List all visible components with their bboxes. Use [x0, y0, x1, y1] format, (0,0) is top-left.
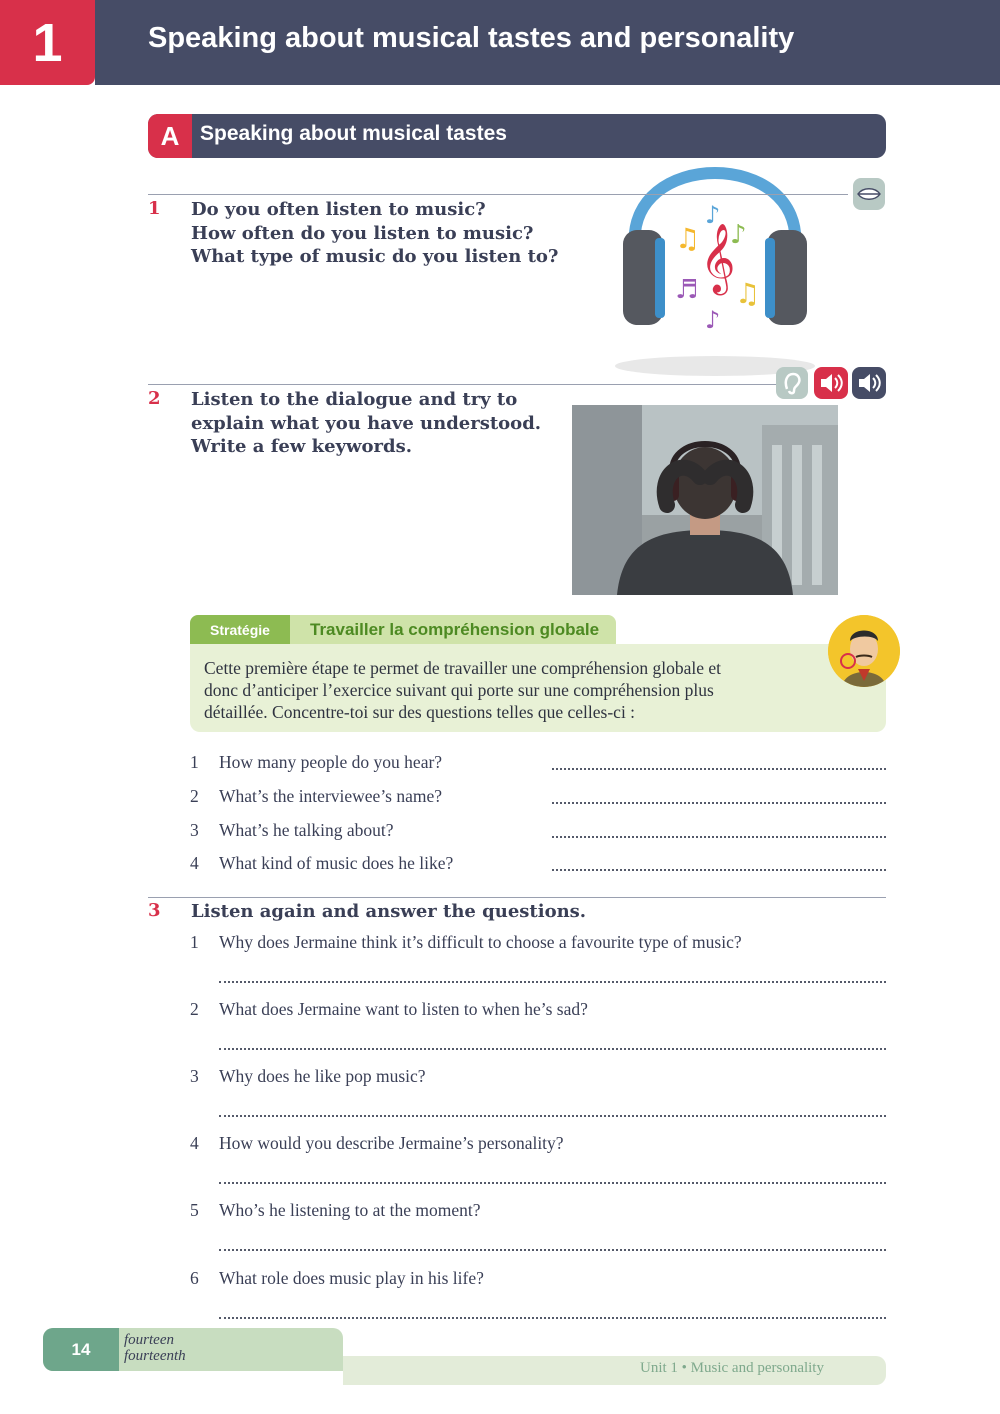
question-number: 3	[190, 820, 199, 840]
svg-text:♪: ♪	[705, 201, 721, 229]
ear-icon	[776, 367, 808, 399]
question-number: 3	[190, 1066, 199, 1086]
question-number: 2	[190, 786, 199, 806]
section-letter: A	[148, 114, 192, 158]
question-text: What does Jermaine want to listen to when he’s sad?	[219, 999, 588, 1019]
page-number-words	[124, 1332, 186, 1364]
question-text: How many people do you hear?	[219, 752, 443, 772]
question-number: 1	[190, 932, 199, 952]
exercise-2-line: Listen to the dialogue and try to	[191, 389, 518, 410]
exercise-2-number: 2	[148, 388, 161, 409]
answer-line[interactable]	[219, 1048, 886, 1050]
exercise-3-rule	[148, 897, 886, 898]
answer-line[interactable]	[552, 802, 886, 804]
exercise-1-text	[191, 198, 558, 269]
exercise-2-rule	[148, 384, 778, 385]
question-text: What’s the interviewee’s name?	[219, 786, 443, 806]
question-text: How would you describe Jermaine’s personality?	[219, 1133, 564, 1153]
answer-line[interactable]	[219, 981, 886, 983]
answer-line[interactable]	[552, 869, 886, 871]
question-number: 6	[190, 1268, 199, 1288]
exercise-3-number: 3	[148, 900, 161, 921]
answer-line[interactable]	[219, 1182, 886, 1184]
question-text: Why does Jermaine think it’s difficult to choose a favourite type of music?	[219, 932, 742, 952]
speaker-icon[interactable]	[852, 367, 886, 399]
exercise-2-line: explain what you have understood.	[191, 412, 542, 434]
page-word-cardinal: fourteen	[124, 1332, 174, 1348]
exercise-1-number: 1	[148, 198, 161, 219]
question-number: 4	[190, 853, 199, 873]
svg-text:♬: ♬	[675, 275, 699, 305]
headphones-illustration	[605, 128, 825, 378]
question-text: Why does he like pop music?	[219, 1066, 426, 1086]
exercise-1-line: Do you often listen to music?	[191, 199, 486, 220]
unit-number-badge: 1	[0, 0, 95, 85]
svg-text:♫: ♫	[675, 222, 701, 255]
exercise-1-line: How often do you listen to music?	[191, 222, 534, 244]
exercise-1-line: What type of music do you listen to?	[191, 246, 559, 267]
strategy-text	[204, 657, 814, 723]
question-number: 5	[190, 1200, 199, 1220]
question-number: 4	[190, 1133, 199, 1153]
footer-unit-label: Unit 1 • Music and personality	[640, 1360, 824, 1376]
speaker-icon[interactable]	[814, 367, 848, 399]
answer-line[interactable]	[219, 1249, 886, 1251]
photo-man-with-headphones	[572, 405, 838, 595]
question-text: Who’s he listening to at the moment?	[219, 1200, 481, 1220]
strategy-line: donc d’anticiper l’exercice suivant qui porte sur une compréhension plus	[204, 680, 714, 700]
avatar	[828, 615, 900, 687]
page-word-ordinal: fourteenth	[124, 1348, 186, 1364]
page-number: 14	[43, 1328, 119, 1371]
question-text: What kind of music does he like?	[219, 853, 454, 873]
strategy-tag: Stratégie	[190, 615, 290, 644]
section-title: Speaking about musical tastes	[200, 122, 507, 145]
strategy-line: Cette première étape te permet de travailler une compréhension globale et	[204, 658, 721, 678]
question-number: 2	[190, 999, 199, 1019]
svg-text:𝄞: 𝄞	[700, 223, 736, 293]
svg-text:♫: ♫	[735, 277, 761, 310]
exercise-1-rule	[148, 194, 848, 195]
exercise-2-text	[191, 388, 541, 459]
strategy-line: détaillée. Concentre-toi sur des questions telles que celles-ci :	[204, 702, 636, 722]
page-title: Speaking about musical tastes and personality	[148, 22, 795, 54]
question-number: 1	[190, 752, 199, 772]
lips-icon	[853, 178, 885, 210]
svg-text:♪: ♪	[705, 306, 721, 334]
svg-text:♪: ♪	[730, 220, 747, 250]
exercise-2-line: Write a few keywords.	[191, 436, 413, 457]
answer-line[interactable]	[219, 1317, 886, 1319]
answer-line[interactable]	[552, 836, 886, 838]
answer-line[interactable]	[552, 768, 886, 770]
exercise-3-instruction: Listen again and answer the questions.	[191, 901, 587, 922]
question-text: What role does music play in his life?	[219, 1268, 484, 1288]
strategy-heading: Travailler la compréhension globale	[290, 615, 616, 644]
question-text: What’s he talking about?	[219, 820, 394, 840]
answer-line[interactable]	[219, 1115, 886, 1117]
